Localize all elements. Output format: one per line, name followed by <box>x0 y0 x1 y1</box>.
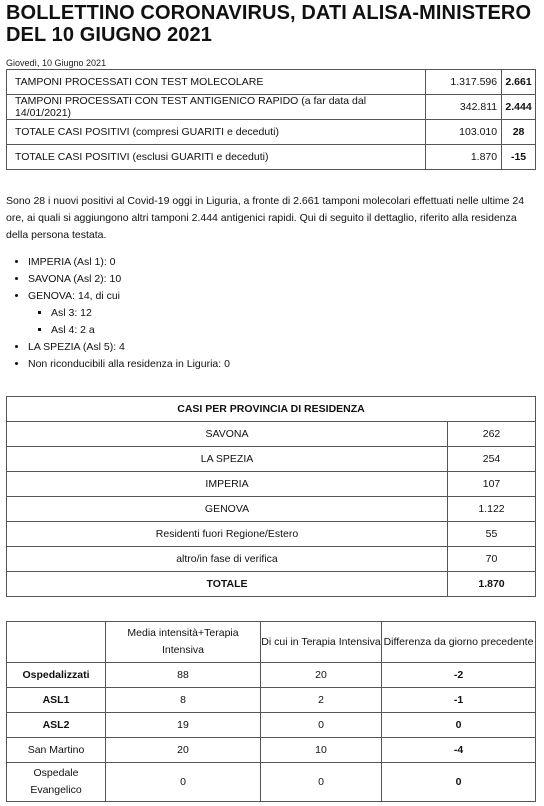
cell-delta: 0 <box>382 713 536 738</box>
province-value: 262 <box>448 422 536 447</box>
table-row <box>7 738 536 763</box>
province-table-header: CASI PER PROVINCIA DI RESIDENZA <box>7 397 536 422</box>
cell-value: 8 <box>106 688 261 713</box>
publication-date: Giovedì, 10 Giugno 2021 <box>6 58 107 68</box>
hospital-table <box>6 621 536 802</box>
column-header: Differenza da giorno precedente <box>382 622 536 663</box>
cell-delta: -2 <box>382 663 536 688</box>
province-name: LA SPEZIA <box>7 447 448 472</box>
row-label: San Martino <box>7 738 106 763</box>
list-item: • SAVONA (Asl 2): 10 <box>28 271 230 288</box>
table-row <box>7 447 536 472</box>
column-header: Di cui in Terapia Intensiva <box>261 622 382 663</box>
cell-delta: -1 <box>382 688 536 713</box>
cell-value: 20 <box>106 738 261 763</box>
column-header <box>7 622 106 663</box>
summary-label: TAMPONI PROCESSATI CON TEST MOLECOLARE <box>7 70 426 95</box>
total-label: TOTALE <box>7 572 448 597</box>
table-row <box>7 120 536 145</box>
summary-label: TAMPONI PROCESSATI CON TEST ANTIGENICO RAPIDO (a far data dal 14/01/2021) <box>7 95 426 120</box>
cell-value: 0 <box>106 763 261 802</box>
summary-delta: -15 <box>502 145 536 170</box>
cell-value: 20 <box>261 663 382 688</box>
province-name: GENOVA <box>7 497 448 522</box>
table-row <box>7 547 536 572</box>
table-row <box>7 70 536 95</box>
column-header: Media intensità+Terapia Intensiva <box>106 622 261 663</box>
cell-delta: -4 <box>382 738 536 763</box>
genova-sublist <box>28 305 230 339</box>
table-row <box>7 472 536 497</box>
cases-by-residence-list <box>10 254 230 373</box>
list-item: • IMPERIA (Asl 1): 0 <box>28 254 230 271</box>
summary-total: 1.870 <box>425 145 502 170</box>
row-label: ASL2 <box>7 713 106 738</box>
province-value: 1.122 <box>448 497 536 522</box>
cell-value: 19 <box>106 713 261 738</box>
row-label: ASL1 <box>7 688 106 713</box>
cell-value: 2 <box>261 688 382 713</box>
table-row <box>7 763 536 802</box>
province-name: IMPERIA <box>7 472 448 497</box>
province-value: 55 <box>448 522 536 547</box>
summary-delta: 2.661 <box>502 70 536 95</box>
list-item: • Non riconducibili alla residenza in Liguria: 0 <box>28 356 230 373</box>
table-row <box>7 663 536 688</box>
summary-label: TOTALE CASI POSITIVI (compresi GUARITI e deceduti) <box>7 120 426 145</box>
list-item: ▪ Asl 4: 2 a <box>51 322 230 339</box>
table-row <box>7 713 536 738</box>
total-row <box>7 572 536 597</box>
summary-table <box>6 69 536 170</box>
row-label: Ospedale Evangelico <box>7 763 106 802</box>
table-row <box>7 522 536 547</box>
summary-delta: 2.444 <box>502 95 536 120</box>
province-name: Residenti fuori Regione/Estero <box>7 522 448 547</box>
cell-value: 0 <box>261 763 382 802</box>
summary-total: 1.317.596 <box>425 70 502 95</box>
list-item: ▪ Asl 3: 12 <box>51 305 230 322</box>
list-item-label: GENOVA: 14, di cui <box>28 290 121 302</box>
province-value: 254 <box>448 447 536 472</box>
total-value: 1.870 <box>448 572 536 597</box>
list-item <box>28 288 230 339</box>
table-row <box>7 95 536 120</box>
table-row <box>7 688 536 713</box>
table-row <box>7 422 536 447</box>
summary-total: 103.010 <box>425 120 502 145</box>
list-item: • LA SPEZIA (Asl 5): 4 <box>28 339 230 356</box>
province-value: 107 <box>448 472 536 497</box>
province-name: SAVONA <box>7 422 448 447</box>
summary-total: 342.811 <box>425 95 502 120</box>
cell-delta: 0 <box>382 763 536 802</box>
province-name: altro/in fase di verifica <box>7 547 448 572</box>
summary-label: TOTALE CASI POSITIVI (esclusi GUARITI e deceduti) <box>7 145 426 170</box>
province-table <box>6 396 536 597</box>
table-header-row <box>7 622 536 663</box>
cell-value: 88 <box>106 663 261 688</box>
cell-value: 0 <box>261 713 382 738</box>
page-title: BOLLETTINO CORONAVIRUS, DATI ALISA-MINISTERO DEL 10 GIUGNO 2021 <box>6 2 532 46</box>
summary-delta: 28 <box>502 120 536 145</box>
table-header-row <box>7 397 536 422</box>
row-label: Ospedalizzati <box>7 663 106 688</box>
table-row <box>7 145 536 170</box>
table-row <box>7 497 536 522</box>
article-paragraph: Sono 28 i nuovi positivi al Covid-19 oggi in Liguria, a fronte di 2.661 tamponi molecolari effettuati nelle ultime 24 ore, ai quali si aggiungono altri tamponi 2.444 antigenici rapidi. Qui di seguito il dettaglio, riferito alla residenza della persona testata. <box>6 195 525 241</box>
province-value: 70 <box>448 547 536 572</box>
cell-value: 10 <box>261 738 382 763</box>
